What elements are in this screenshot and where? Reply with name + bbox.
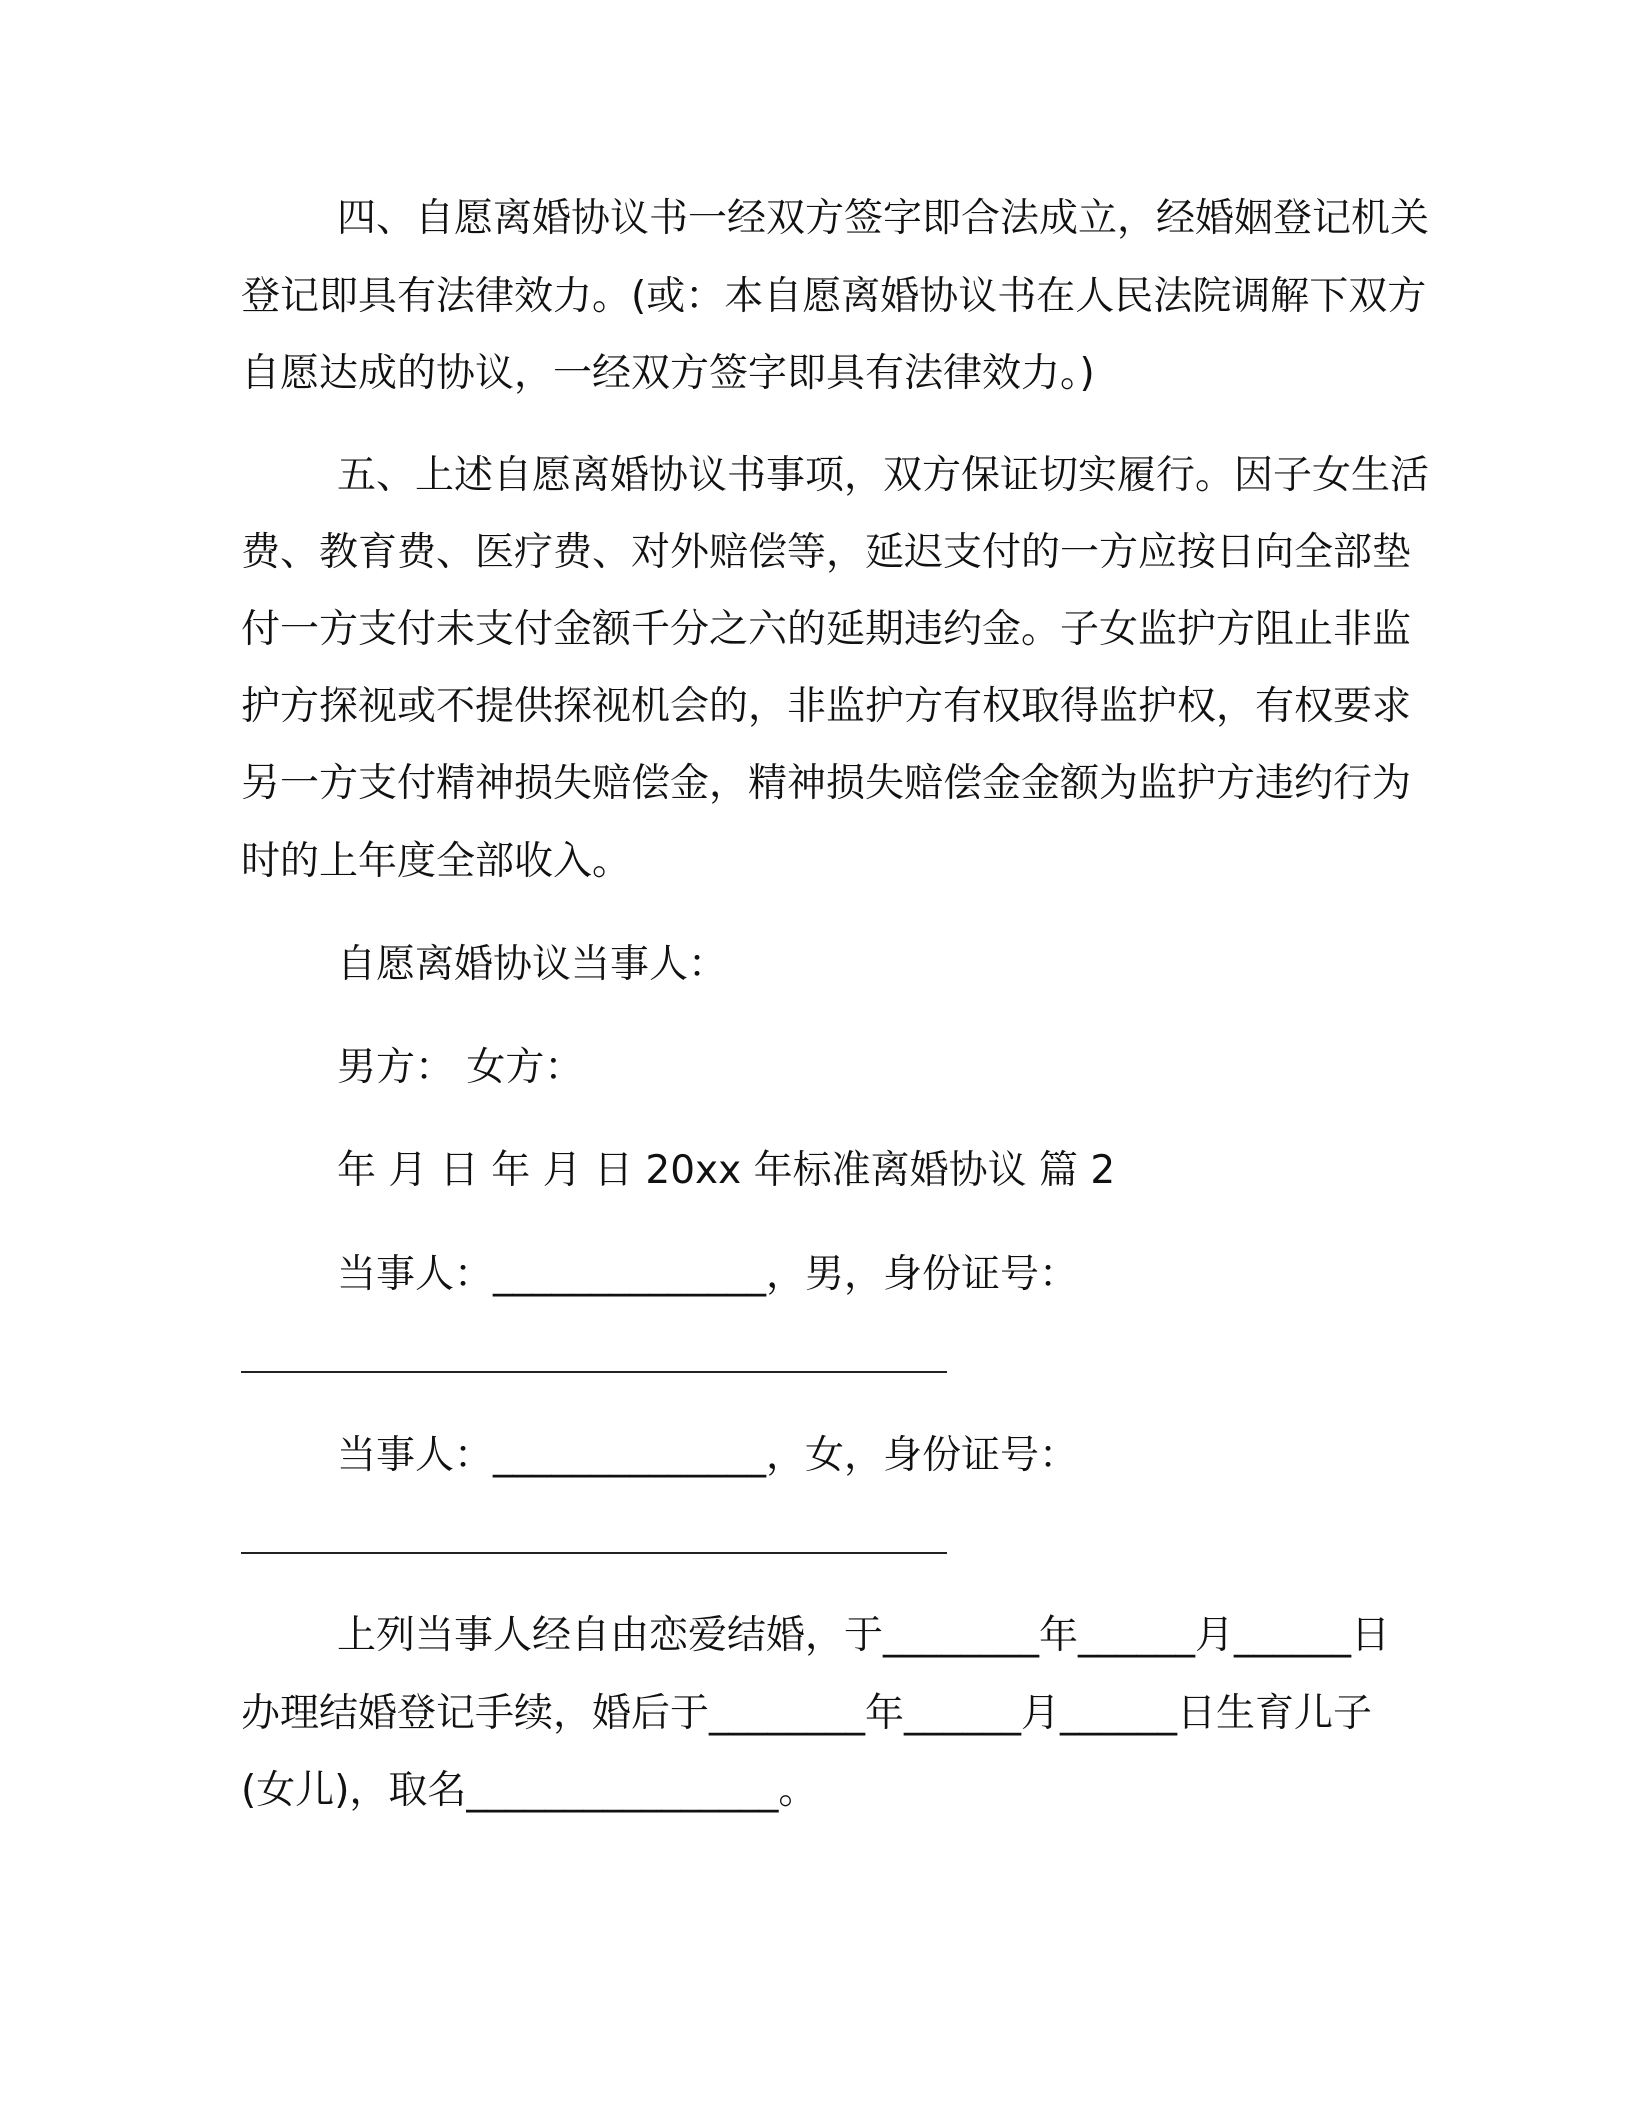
party-male: 当事人：______________，男，身份证号：	[337, 1252, 1079, 1297]
paragraph-5-line-2: 费、教育费、医疗费、对外赔偿等，延迟支付的一方应按日向全部垫	[241, 530, 1412, 575]
id-number-blank-male	[241, 1371, 947, 1373]
parties-label: 自愿离婚协议当事人：	[337, 942, 728, 987]
paragraph-5-line-5: 另一方支付精神损失赔偿金，精神损失赔偿金金额为监护方违约行为	[241, 761, 1412, 806]
paragraph-4-line-2: 登记即具有法律效力。(或：本自愿离婚协议书在人民法院调解下双方	[241, 274, 1427, 319]
paragraph-5-line-3: 付一方支付未支付金额千分之六的延期违约金。子女监护方阻止非监	[241, 607, 1412, 652]
date-and-title: 年 月 日 年 月 日 20xx 年标准离婚协议 篇 2	[337, 1148, 1116, 1193]
paragraph-4-line-3: 自愿达成的协议，一经双方签字即具有法律效力。)	[241, 351, 1095, 396]
id-number-blank-female	[241, 1552, 947, 1554]
paragraph-5-line-1: 五、上述自愿离婚协议书事项，双方保证切实履行。因子女生活	[337, 453, 1430, 498]
paragraph-4-line-1: 四、自愿离婚协议书一经双方签字即合法成立，经婚姻登记机关	[337, 196, 1430, 241]
paragraph-5-line-4: 护方探视或不提供探视机会的，非监护方有权取得监护权，有权要求	[241, 684, 1412, 729]
marriage-line-1: 上列当事人经自由恋爱结婚，于________年______月______日	[337, 1613, 1391, 1658]
paragraph-5-line-6: 时的上年度全部收入。	[241, 839, 632, 884]
marriage-line-2: 办理结婚登记手续，婚后于________年______月______日生育儿子	[241, 1691, 1373, 1736]
marriage-line-3: (女儿)，取名________________。	[241, 1768, 818, 1813]
signature-line: 男方： 女方：	[337, 1045, 584, 1090]
party-female: 当事人：______________，女，身份证号：	[337, 1433, 1079, 1478]
